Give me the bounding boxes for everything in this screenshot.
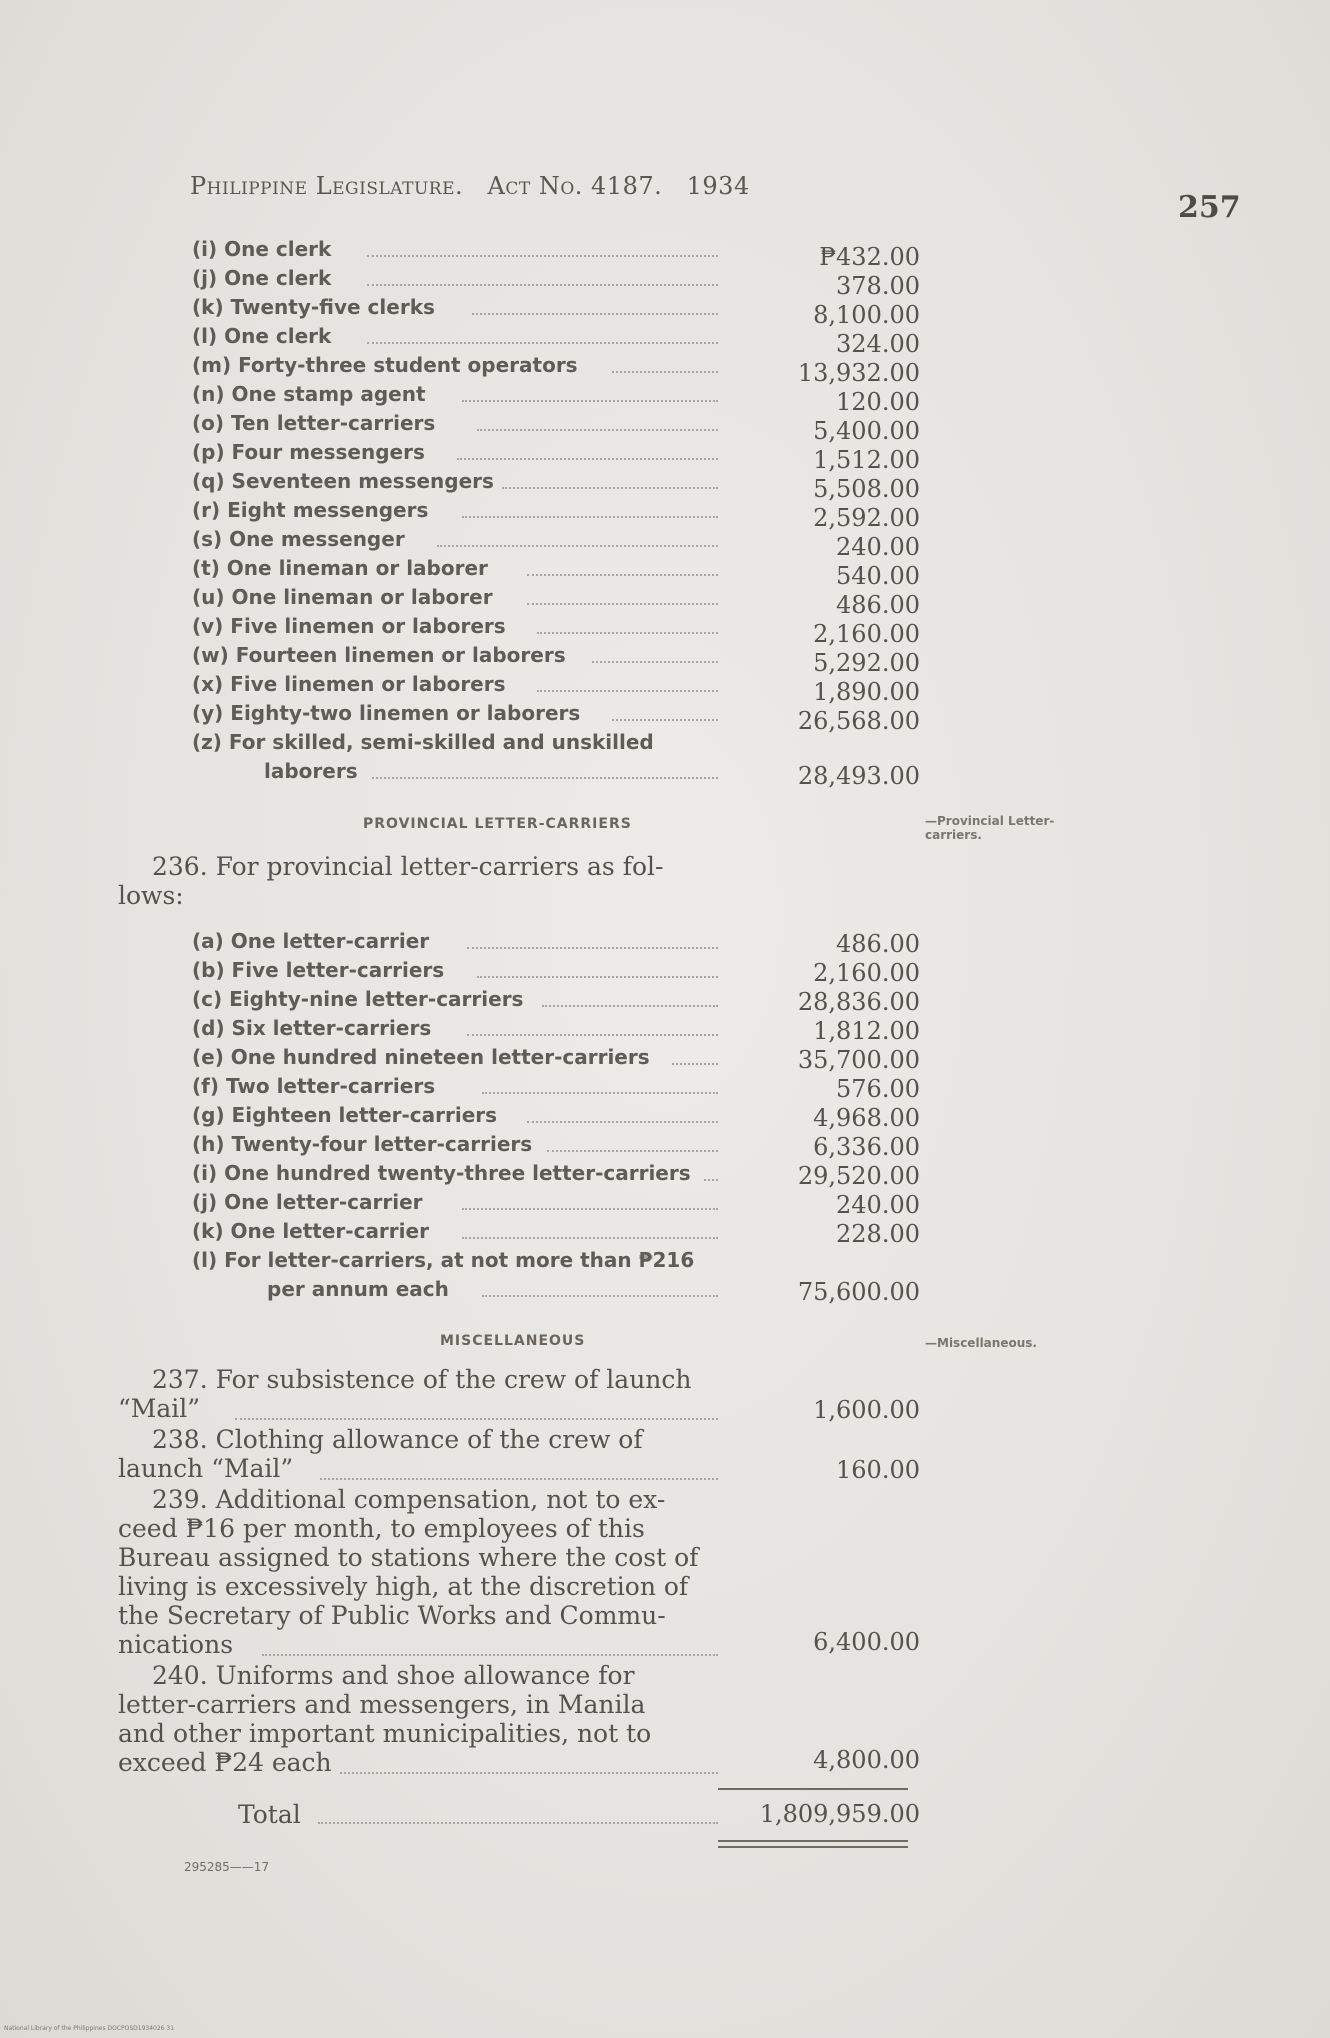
item-amount: 6,400.00 xyxy=(813,1628,920,1656)
item-label: (g) Eighteen letter-carriers xyxy=(192,1103,498,1127)
header-title: Philippine Legislature. xyxy=(190,172,464,200)
item-label: (d) Six letter-carriers xyxy=(192,1016,432,1040)
line-item xyxy=(192,1016,718,1044)
line-item xyxy=(192,614,718,642)
item-amount: 26,568.00 xyxy=(797,707,920,735)
leader-dots xyxy=(367,255,718,257)
header-year: 1934 xyxy=(686,172,750,200)
paragraph-line: living is excessively high, at the discretion of xyxy=(118,1572,689,1601)
item-label: (t) One lineman or laborer xyxy=(192,556,488,580)
item-label: (o) Ten letter-carriers xyxy=(192,411,436,435)
item-amount: 2,160.00 xyxy=(813,959,920,987)
line-item xyxy=(192,237,718,265)
leader-dots xyxy=(235,1418,718,1420)
item-amount: 1,600.00 xyxy=(813,1396,920,1424)
paragraph-238 xyxy=(118,1425,718,1483)
line-item xyxy=(192,1161,718,1189)
line-item xyxy=(192,382,718,410)
leader-dots xyxy=(704,1179,718,1181)
item-amount: 1,890.00 xyxy=(813,678,920,706)
line-item xyxy=(192,411,718,439)
paragraph-line: 239. Additional compensation, not to ex- xyxy=(152,1485,666,1514)
leader-dots xyxy=(462,400,718,402)
leader-dots xyxy=(482,1092,718,1094)
paragraph-line: letter-carriers and messengers, in Manila xyxy=(118,1690,646,1719)
running-header xyxy=(190,172,750,200)
margin-note-line: carriers. xyxy=(925,828,982,842)
item-label: (a) One letter-carrier xyxy=(192,929,430,953)
total-label: Total xyxy=(238,1800,301,1829)
item-amount: 2,592.00 xyxy=(813,504,920,532)
item-label: (i) One hundred twenty-three letter-carriers xyxy=(192,1161,691,1185)
leader-dots xyxy=(547,1150,718,1152)
item-amount: 6,336.00 xyxy=(813,1133,920,1161)
item-amount: 35,700.00 xyxy=(797,1046,920,1074)
leader-dots xyxy=(537,632,718,634)
item-label: (h) Twenty-four letter-carriers xyxy=(192,1132,533,1156)
paragraph-237 xyxy=(118,1365,718,1423)
item-label: (k) Twenty-five clerks xyxy=(192,295,435,319)
line-item xyxy=(192,295,718,323)
leader-dots xyxy=(612,719,718,721)
item-label: (r) Eight messengers xyxy=(192,498,429,522)
leader-dots xyxy=(467,947,718,949)
item-amount: 1,812.00 xyxy=(813,1017,920,1045)
paragraph-line: 237. For subsistence of the crew of launch xyxy=(152,1365,692,1394)
item-amount: 240.00 xyxy=(836,1191,920,1219)
line-item xyxy=(192,1190,718,1218)
item-label: (z) For skilled, semi-skilled and unskilled xyxy=(192,730,654,754)
line-item xyxy=(192,1074,718,1102)
leader-dots xyxy=(612,371,718,373)
item-label: (l) One clerk xyxy=(192,324,332,348)
leader-dots xyxy=(467,1034,718,1036)
leader-dots xyxy=(527,603,718,605)
leader-dots xyxy=(477,429,718,431)
item-label: (n) One stamp agent xyxy=(192,382,426,406)
item-label: (l) For letter-carriers, at not more than ₱216 xyxy=(192,1248,695,1272)
line-item xyxy=(192,730,718,758)
leader-dots xyxy=(502,487,718,489)
leader-dots xyxy=(340,1772,718,1774)
archive-line: National Library of the Philippines DOCPOSD1934026 31 xyxy=(4,2025,175,2032)
item-label: (m) Forty-three student operators xyxy=(192,353,578,377)
item-label: (u) One lineman or laborer xyxy=(192,585,493,609)
item-amount: 576.00 xyxy=(836,1075,920,1103)
paragraph-line: lows: xyxy=(118,881,184,910)
item-amount: 378.00 xyxy=(836,272,920,300)
leader-dots xyxy=(367,284,718,286)
printer-signature: 295285——17 xyxy=(184,1860,270,1874)
line-item-continuation xyxy=(192,1277,718,1305)
item-amount: 120.00 xyxy=(836,388,920,416)
line-item xyxy=(192,585,718,613)
paragraph-line: 236. For provincial letter-carriers as fol- xyxy=(152,852,664,881)
item-label: (e) One hundred nineteen letter-carriers xyxy=(192,1045,650,1069)
leader-dots xyxy=(462,1208,718,1210)
line-item xyxy=(192,929,718,957)
margin-note-misc: —Miscellaneous. xyxy=(925,1336,1037,1350)
line-item xyxy=(192,1219,718,1247)
item-amount: 5,400.00 xyxy=(813,417,920,445)
page-number: 257 xyxy=(1178,190,1241,225)
item-amount: 1,512.00 xyxy=(813,446,920,474)
leader-dots xyxy=(527,574,718,576)
item-amount: 75,600.00 xyxy=(797,1278,920,1306)
double-rule-bottom xyxy=(718,1846,908,1848)
double-rule-top xyxy=(718,1840,908,1842)
item-amount: 5,292.00 xyxy=(813,649,920,677)
leader-dots xyxy=(542,1005,718,1007)
leader-dots xyxy=(457,458,718,460)
item-label: (q) Seventeen messengers xyxy=(192,469,494,493)
line-item xyxy=(192,266,718,294)
paragraph-line: the Secretary of Public Works and Commu- xyxy=(118,1601,666,1630)
total-amount: 1,809,959.00 xyxy=(759,1800,920,1828)
line-item xyxy=(192,527,718,555)
leader-dots xyxy=(592,661,718,663)
item-amount: 160.00 xyxy=(836,1456,920,1484)
margin-note-provincial xyxy=(925,814,1054,842)
line-item xyxy=(192,324,718,352)
line-item xyxy=(192,701,718,729)
item-amount: 28,836.00 xyxy=(797,988,920,1016)
section-heading-provincial: PROVINCIAL LETTER-CARRIERS xyxy=(363,816,632,832)
line-item xyxy=(192,1248,718,1276)
leader-dots xyxy=(462,1237,718,1239)
item-amount: 13,932.00 xyxy=(797,359,920,387)
leader-dots xyxy=(372,777,718,779)
header-act: Act No. 4187. xyxy=(487,172,663,200)
item-amount: 324.00 xyxy=(836,330,920,358)
item-label: (p) Four messengers xyxy=(192,440,425,464)
item-amount: 28,493.00 xyxy=(797,762,920,790)
item-amount: 2,160.00 xyxy=(813,620,920,648)
line-item xyxy=(192,353,718,381)
item-amount: 4,968.00 xyxy=(813,1104,920,1132)
sum-rule xyxy=(718,1788,908,1790)
leader-dots xyxy=(472,313,718,315)
item-label: (f) Two letter-carriers xyxy=(192,1074,436,1098)
item-label: (j) One clerk xyxy=(192,266,332,290)
leader-dots xyxy=(672,1063,718,1065)
item-label: (b) Five letter-carriers xyxy=(192,958,445,982)
item-label: laborers xyxy=(264,759,358,783)
paragraph-line: 238. Clothing allowance of the crew of xyxy=(152,1425,643,1454)
section-heading-misc: MISCELLANEOUS xyxy=(440,1333,586,1349)
line-item xyxy=(192,987,718,1015)
item-amount: 8,100.00 xyxy=(813,301,920,329)
line-item xyxy=(192,1132,718,1160)
leader-dots xyxy=(320,1478,718,1480)
paragraph-line: “Mail” xyxy=(118,1394,201,1423)
item-label: (c) Eighty-nine letter-carriers xyxy=(192,987,524,1011)
line-item xyxy=(192,958,718,986)
item-label: (y) Eighty-two linemen or laborers xyxy=(192,701,581,725)
leader-dots xyxy=(318,1822,718,1824)
paragraph-line: ceed ₱16 per month, to employees of this xyxy=(118,1514,645,1543)
leader-dots xyxy=(527,1121,718,1123)
paragraph-line: 240. Uniforms and shoe allowance for xyxy=(152,1661,635,1690)
line-item xyxy=(192,672,718,700)
item-amount: 228.00 xyxy=(836,1220,920,1248)
leader-dots xyxy=(437,545,718,547)
line-item xyxy=(192,440,718,468)
item-amount: 29,520.00 xyxy=(797,1162,920,1190)
item-amount: ₱432.00 xyxy=(819,243,920,271)
paragraph-239 xyxy=(118,1485,718,1659)
line-item-continuation xyxy=(192,759,718,787)
paragraph-line: launch “Mail” xyxy=(118,1454,294,1483)
item-amount: 240.00 xyxy=(836,533,920,561)
paragraph-line: and other important municipalities, not to xyxy=(118,1719,652,1748)
item-label: (s) One messenger xyxy=(192,527,405,551)
item-amount: 486.00 xyxy=(836,591,920,619)
line-item xyxy=(192,643,718,671)
line-item xyxy=(192,498,718,526)
leader-dots xyxy=(462,516,718,518)
item-amount: 540.00 xyxy=(836,562,920,590)
paragraph-line: exceed ₱24 each xyxy=(118,1748,332,1777)
line-item xyxy=(192,1103,718,1131)
item-amount: 5,508.00 xyxy=(813,475,920,503)
line-item xyxy=(192,1045,718,1073)
item-amount: 486.00 xyxy=(836,930,920,958)
paragraph-line: nications xyxy=(118,1630,234,1659)
item-label: (w) Fourteen linemen or laborers xyxy=(192,643,566,667)
item-label: (i) One clerk xyxy=(192,237,332,261)
item-label: (k) One letter-carrier xyxy=(192,1219,429,1243)
item-label: (x) Five linemen or laborers xyxy=(192,672,506,696)
item-label: (j) One letter-carrier xyxy=(192,1190,423,1214)
leader-dots xyxy=(537,690,718,692)
margin-note-line: —Provincial Letter- xyxy=(925,814,1055,828)
line-item xyxy=(192,556,718,584)
paragraph-240 xyxy=(118,1661,718,1777)
item-label: per annum each xyxy=(267,1277,449,1301)
line-item xyxy=(192,469,718,497)
item-label: (v) Five linemen or laborers xyxy=(192,614,506,638)
leader-dots xyxy=(367,342,718,344)
leader-dots xyxy=(482,1295,718,1297)
paragraph-236 xyxy=(118,852,718,910)
leader-dots xyxy=(477,976,718,978)
item-amount: 4,800.00 xyxy=(813,1746,920,1774)
leader-dots xyxy=(262,1654,718,1656)
paragraph-line: Bureau assigned to stations where the cost of xyxy=(118,1543,699,1572)
